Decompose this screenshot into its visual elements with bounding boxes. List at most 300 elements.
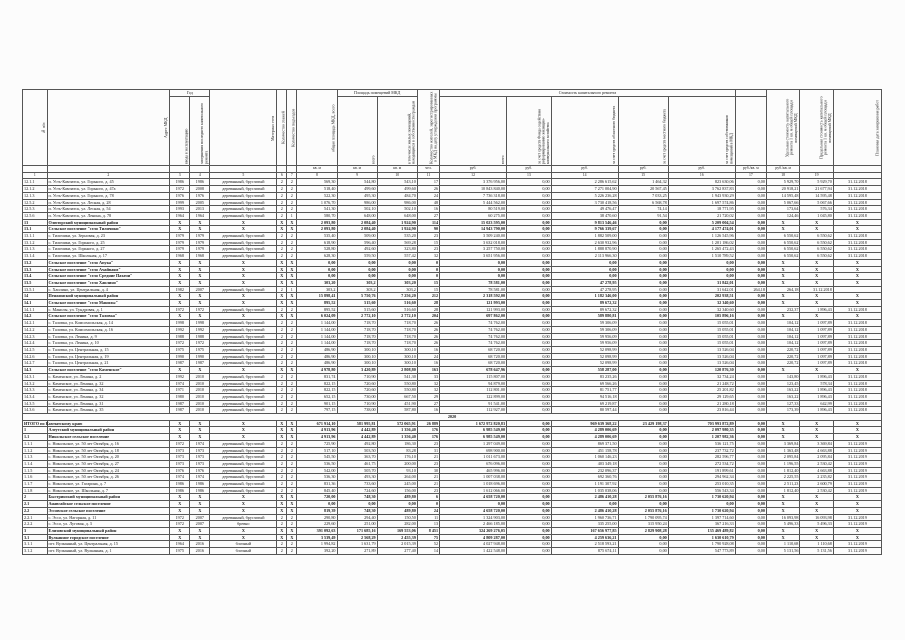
value-cell: 697 862,00 bbox=[440, 313, 507, 320]
value-cell: 16 bbox=[417, 407, 439, 414]
value-cell: 31.12.2018 bbox=[833, 407, 881, 414]
value-cell: деревянный, брусчатый bbox=[210, 192, 277, 199]
value-cell: X bbox=[833, 300, 881, 307]
value-cell: 2 055 876,16 bbox=[618, 494, 668, 501]
value-cell: 0,00 bbox=[377, 259, 417, 266]
value-cell: 2010 bbox=[190, 373, 210, 380]
value-cell: 0,00 bbox=[735, 420, 766, 427]
value-cell: 0,00 bbox=[668, 266, 735, 273]
address-cell: Эссовское сельское поселение bbox=[47, 507, 170, 514]
value-cell: 667,50 bbox=[377, 393, 417, 400]
value-cell: 83 235,26 bbox=[551, 373, 618, 380]
row-number: 14.2.2 bbox=[23, 326, 48, 333]
column-numbers-row bbox=[23, 172, 882, 179]
value-cell: 0,00 bbox=[735, 474, 766, 481]
value-cell: 21 bbox=[417, 474, 439, 481]
value-cell: 465 996,00 bbox=[440, 467, 507, 474]
value-cell: 4 658 720,00 bbox=[440, 507, 507, 514]
value-cell: 6 550,62 bbox=[766, 246, 799, 253]
value-cell: X bbox=[833, 273, 881, 280]
unit-cell: кв. м bbox=[377, 166, 417, 173]
value-cell: 212 bbox=[417, 293, 439, 300]
value-cell: 0,00 bbox=[297, 266, 337, 273]
address-cell: с. Таловка, ул. Центральная, д. 19 bbox=[47, 353, 170, 360]
value-cell: 1 612 066,00 bbox=[440, 487, 507, 494]
value-cell: 1 196,55 bbox=[766, 460, 799, 467]
value-cell: блочный bbox=[210, 548, 277, 555]
value-cell: 3 762 837,83 bbox=[668, 186, 735, 193]
value-cell: 1 896,43 bbox=[800, 373, 833, 380]
value-cell: 143,80 bbox=[766, 373, 799, 380]
address-cell: с. Никольское, ул. Школьная, д. 7 bbox=[47, 487, 170, 494]
table-row bbox=[23, 333, 882, 340]
value-cell: 0,00 bbox=[507, 239, 552, 246]
address-cell: п. Усть-Камчатск, ул. Горького, д. 78 bbox=[47, 192, 170, 199]
value-cell: 3 369,84 bbox=[800, 440, 833, 447]
value-cell: 60 275,00 bbox=[440, 212, 507, 219]
unit-cell bbox=[23, 166, 48, 173]
value-cell: деревянный, брусчатый bbox=[210, 514, 277, 521]
row-number: 12.5.6 bbox=[23, 212, 48, 219]
value-cell: 31.12.2018 bbox=[833, 320, 881, 327]
value-cell: 3 651 956,00 bbox=[440, 253, 507, 260]
value-cell: 7 271 004,90 bbox=[551, 186, 618, 193]
table-row bbox=[23, 501, 882, 508]
value-cell: X bbox=[766, 273, 799, 280]
value-cell: X bbox=[833, 293, 881, 300]
value-cell: 1 097,89 bbox=[800, 346, 833, 353]
value-cell: 1974 bbox=[190, 474, 210, 481]
value-cell: 93,10 bbox=[377, 467, 417, 474]
value-cell: 0,00 bbox=[618, 320, 668, 327]
value-cell: X bbox=[170, 507, 190, 514]
value-cell: 367 216,33 bbox=[668, 521, 735, 528]
value-cell: 1 bbox=[287, 212, 297, 219]
value-cell: 1 097,89 bbox=[800, 326, 833, 333]
value-cell: 32 bbox=[417, 253, 439, 260]
value-cell: 2 bbox=[277, 340, 287, 347]
value-cell: 0,00 bbox=[377, 266, 417, 273]
value-cell: 0,00 bbox=[618, 286, 668, 293]
value-cell: 104,12 bbox=[766, 320, 799, 327]
value-cell: 2010 bbox=[190, 400, 210, 407]
row-number: 13.1.4 bbox=[23, 253, 48, 260]
value-cell: 176 bbox=[417, 427, 439, 434]
value-cell: X bbox=[833, 507, 881, 514]
value-cell: 49 476,47 bbox=[551, 206, 618, 213]
value-cell: 15 898,41 bbox=[297, 293, 337, 300]
value-cell: 14 943 790,00 bbox=[440, 226, 507, 233]
value-cell: 1986 bbox=[170, 481, 190, 488]
value-cell: X bbox=[800, 279, 833, 286]
value-cell: 0,00 bbox=[551, 273, 618, 280]
value-cell: 23 bbox=[417, 246, 439, 253]
value-cell: 1972 bbox=[190, 306, 210, 313]
value-cell: 0,00 bbox=[735, 373, 766, 380]
row-number: 2.2.2 bbox=[23, 521, 48, 528]
value-cell: 0,00 bbox=[735, 259, 766, 266]
value-cell: X bbox=[833, 219, 881, 226]
table-row bbox=[23, 212, 882, 219]
value-cell: X bbox=[190, 367, 210, 374]
row-number: 12.5.2 bbox=[23, 199, 48, 206]
value-cell: 0,00 bbox=[440, 266, 507, 273]
value-cell: 0 bbox=[417, 273, 439, 280]
col-header: общая площадь МКД, всего bbox=[297, 90, 337, 166]
value-cell: 23 bbox=[417, 233, 439, 240]
value-cell: 2 bbox=[287, 340, 297, 347]
column-number-cell: 6 bbox=[277, 172, 287, 179]
row-number: 1.1 bbox=[23, 434, 48, 441]
value-cell: 232 096,37 bbox=[551, 467, 618, 474]
address-cell: пгт. Вулканный, ул. Центральная, д. 15 bbox=[47, 541, 170, 548]
value-cell: 0,00 bbox=[507, 541, 552, 548]
value-cell: 2 015,39 bbox=[377, 541, 417, 548]
value-cell: 522,30 bbox=[297, 192, 337, 199]
value-cell: X bbox=[833, 266, 881, 273]
value-cell: 0,00 bbox=[507, 179, 552, 186]
value-cell: 31.12.2018 bbox=[833, 393, 881, 400]
value-cell: 1972 bbox=[170, 440, 190, 447]
value-cell: 1972 bbox=[170, 340, 190, 347]
value-cell: 1993 bbox=[170, 206, 190, 213]
row-number: 13 bbox=[23, 219, 48, 226]
value-cell: 59 956,09 bbox=[551, 340, 618, 347]
value-cell: 576,34 bbox=[800, 206, 833, 213]
value-cell: 0,00 bbox=[735, 481, 766, 488]
value-cell: X bbox=[190, 259, 210, 266]
value-cell: 0,00 bbox=[507, 501, 552, 508]
value-cell: 31.12.2018 bbox=[833, 373, 881, 380]
value-cell: 648,00 bbox=[337, 212, 377, 219]
value-cell: 0,00 bbox=[507, 521, 552, 528]
value-cell: 191 899,61 bbox=[668, 467, 735, 474]
value-cell: 16 bbox=[417, 346, 439, 353]
value-cell: 0,00 bbox=[618, 427, 668, 434]
address-cell: с. Никольское, ул. 50 лет Октября, д. 26 bbox=[47, 474, 170, 481]
row-number: 1.1.7 bbox=[23, 481, 48, 488]
value-cell: 875 674,11 bbox=[551, 548, 618, 555]
value-cell: 4 442,89 bbox=[337, 434, 377, 441]
value-cell: 5 209 004,54 bbox=[668, 219, 735, 226]
value-cell: 0,00 bbox=[618, 454, 668, 461]
value-cell: деревянный, брусчатый bbox=[210, 400, 277, 407]
value-cell: 6 550,62 bbox=[766, 233, 799, 240]
value-cell: 290,80 bbox=[297, 514, 337, 521]
value-cell: 31 bbox=[417, 447, 439, 454]
table-row bbox=[23, 326, 882, 333]
address-cell: Елизовский муниципальный район bbox=[47, 527, 170, 534]
value-cell: 1968 bbox=[190, 253, 210, 260]
value-cell: деревянный, брусчатый bbox=[210, 387, 277, 394]
value-cell: 535,20 bbox=[377, 233, 417, 240]
value-cell: 2 bbox=[287, 481, 297, 488]
address-cell: с. Каменское, ул. Ленина, д. 34 bbox=[47, 387, 170, 394]
address-cell: с. Тиличики, ул. Горького, д. 27 bbox=[47, 246, 170, 253]
value-cell: 80 519,00 bbox=[440, 206, 507, 213]
value-cell: 2010 bbox=[190, 407, 210, 414]
value-cell: деревянный, брусчатый bbox=[210, 286, 277, 293]
value-cell: 78 581,00 bbox=[440, 286, 507, 293]
value-cell: 0,00 bbox=[618, 353, 668, 360]
value-cell: 5 750,76 bbox=[337, 293, 377, 300]
value-cell: 0,00 bbox=[735, 353, 766, 360]
address-cell: п. Усть-Камчатск, ул. Лесная, д. 54 bbox=[47, 206, 170, 213]
value-cell: 31.12.2019 bbox=[833, 521, 881, 528]
address-cell: Никольское сельское поселение bbox=[47, 434, 170, 441]
value-cell: 0,00 bbox=[440, 259, 507, 266]
value-cell: 2007 bbox=[190, 286, 210, 293]
value-cell: X bbox=[170, 273, 190, 280]
value-cell: 13 526,04 bbox=[668, 346, 735, 353]
value-cell: 2 bbox=[277, 454, 287, 461]
value-cell: 0,00 bbox=[735, 279, 766, 286]
value-cell: 557,42 bbox=[377, 253, 417, 260]
value-cell: 895,52 bbox=[297, 300, 337, 307]
address-cell: с. Никольское, ул. 50 лет Октября, д. 18 bbox=[47, 447, 170, 454]
value-cell: 2 bbox=[287, 467, 297, 474]
value-cell: X bbox=[766, 219, 799, 226]
value-cell: 0,00 bbox=[618, 440, 668, 447]
value-cell: 31.12.2019 bbox=[833, 454, 881, 461]
value-cell: 1988 bbox=[190, 333, 210, 340]
value-cell: 587,80 bbox=[377, 407, 417, 414]
value-cell: 173,64 bbox=[766, 206, 799, 213]
value-cell: 489,80 bbox=[377, 507, 417, 514]
value-cell: 718,70 bbox=[337, 340, 377, 347]
value-cell: 0,00 bbox=[507, 219, 552, 226]
value-cell: 1 097,89 bbox=[800, 320, 833, 327]
value-cell: X bbox=[210, 420, 277, 427]
value-cell: 2 600,79 bbox=[800, 481, 833, 488]
value-cell: X bbox=[833, 534, 881, 541]
value-cell: 1972 bbox=[190, 340, 210, 347]
value-cell: 0,00 bbox=[618, 501, 668, 508]
value-cell: 2010 bbox=[190, 393, 210, 400]
value-cell: 83,28 bbox=[377, 447, 417, 454]
value-cell: 0,00 bbox=[507, 454, 552, 461]
unit-cell: руб./кв. м bbox=[766, 166, 799, 173]
value-cell: X bbox=[833, 494, 881, 501]
value-cell: 5 131,56 bbox=[800, 548, 833, 555]
value-cell: 0,00 bbox=[507, 387, 552, 394]
value-cell: 2 055 876,16 bbox=[618, 507, 668, 514]
value-cell: 303,2 bbox=[377, 286, 417, 293]
value-cell bbox=[833, 286, 881, 293]
value-cell: X bbox=[277, 266, 287, 273]
value-cell: X bbox=[210, 279, 277, 286]
value-cell: 710,90 bbox=[337, 400, 377, 407]
row-number: 1.1.1 bbox=[23, 440, 48, 447]
value-cell: 229,60 bbox=[297, 521, 337, 528]
value-cell: 112 801,00 bbox=[440, 387, 507, 394]
value-cell: 0 bbox=[417, 501, 439, 508]
value-cell: X bbox=[287, 293, 297, 300]
value-cell: 2 829 908,28 bbox=[618, 527, 668, 534]
value-cell: 4 027 948,00 bbox=[440, 541, 507, 548]
value-cell: 15 bbox=[417, 239, 439, 246]
value-cell: 5 226 236,28 bbox=[551, 192, 618, 199]
value-cell: 0,00 bbox=[551, 501, 618, 508]
address-cell: с. Таловка, ул. Ленина, д. 9 bbox=[47, 333, 170, 340]
value-cell: 1 790 095,74 bbox=[618, 514, 668, 521]
value-cell: 0,00 bbox=[618, 306, 668, 313]
value-cell: 505,70 bbox=[337, 467, 377, 474]
value-cell: 2 bbox=[287, 253, 297, 260]
value-cell: 74 762,00 bbox=[440, 340, 507, 347]
value-cell: 31.12.2018 bbox=[833, 253, 881, 260]
value-cell: 1979 bbox=[170, 239, 190, 246]
value-cell: 1 007 038,00 bbox=[440, 474, 507, 481]
value-cell: 23 bbox=[417, 487, 439, 494]
row-number: 1.1.6 bbox=[23, 474, 48, 481]
value-cell: X bbox=[190, 507, 210, 514]
value-cell: 503,50 bbox=[337, 447, 377, 454]
value-cell: 0,00 bbox=[618, 239, 668, 246]
value-cell: X bbox=[170, 420, 190, 427]
value-cell: X bbox=[210, 273, 277, 280]
value-cell: 300,10 bbox=[337, 353, 377, 360]
value-cell: 502,10 bbox=[377, 206, 417, 213]
value-cell: 204 bbox=[417, 313, 439, 320]
value-cell: 300,10 bbox=[337, 360, 377, 367]
value-cell: 315 950,24 bbox=[618, 521, 668, 528]
value-cell: 730,00 bbox=[337, 393, 377, 400]
value-cell: 1 994,82 bbox=[297, 541, 337, 548]
value-cell: 1986 bbox=[170, 179, 190, 186]
value-cell: 31.12.2018 bbox=[833, 186, 881, 193]
value-cell: X bbox=[277, 507, 287, 514]
value-cell: 1 110,68 bbox=[766, 541, 799, 548]
value-cell: 150,50 bbox=[377, 514, 417, 521]
value-cell: 112 927,00 bbox=[440, 407, 507, 414]
value-cell: 0,00 bbox=[735, 501, 766, 508]
value-cell: 2 097 980,35 bbox=[668, 427, 735, 434]
value-cell: 1998 bbox=[170, 320, 190, 327]
value-cell: 4 809 287,00 bbox=[440, 534, 507, 541]
address-cell: с. Эссо, ул. Нагорная, д. 11 bbox=[47, 514, 170, 521]
value-cell: 91 541,00 bbox=[440, 400, 507, 407]
value-cell: 0,00 bbox=[297, 501, 337, 508]
value-cell: деревянный, брусчатый bbox=[210, 212, 277, 219]
value-cell: 282 596,77 bbox=[668, 454, 735, 461]
value-cell: 6 985 549,00 bbox=[440, 434, 507, 441]
value-cell: 0,00 bbox=[507, 266, 552, 273]
value-cell: X bbox=[287, 507, 297, 514]
value-cell: 74,14 bbox=[618, 206, 668, 213]
value-cell: 0,00 bbox=[735, 407, 766, 414]
column-number-cell: 11 bbox=[417, 172, 439, 179]
value-cell: 822,15 bbox=[297, 387, 337, 394]
table-row bbox=[23, 487, 882, 494]
value-cell: 31.12.2018 bbox=[833, 199, 881, 206]
value-cell: 2 bbox=[277, 179, 287, 186]
value-cell: 2 bbox=[287, 186, 297, 193]
value-cell: 4 442,89 bbox=[337, 427, 377, 434]
value-cell: 59 306,09 bbox=[551, 320, 618, 327]
value-cell: 710,90 bbox=[337, 373, 377, 380]
value-cell: 2 bbox=[287, 460, 297, 467]
value-cell: 489,80 bbox=[377, 494, 417, 501]
value-cell: 698 900,00 bbox=[440, 447, 507, 454]
value-cell: 264,18 bbox=[766, 286, 799, 293]
value-cell: 2007 bbox=[190, 521, 210, 528]
value-cell: 31.12.2019 bbox=[833, 541, 881, 548]
value-cell: 515,60 bbox=[337, 306, 377, 313]
value-cell: X bbox=[170, 279, 190, 286]
table-row bbox=[23, 527, 882, 534]
value-cell: 580,70 bbox=[297, 212, 337, 219]
value-cell: 718,70 bbox=[377, 326, 417, 333]
value-cell: 1987 bbox=[190, 360, 210, 367]
value-cell: 91,54 bbox=[618, 212, 668, 219]
value-cell: 0,00 bbox=[337, 259, 377, 266]
value-cell: X bbox=[210, 434, 277, 441]
value-cell: X bbox=[277, 534, 287, 541]
value-cell: 282,00 bbox=[377, 521, 417, 528]
value-cell: 1 924,90 bbox=[377, 226, 417, 233]
address-cell: с. Таловка, ул. Комсомольская, д. 14 bbox=[47, 320, 170, 327]
col-header: Количество подъездов bbox=[287, 90, 297, 166]
value-cell: 0,00 bbox=[507, 233, 552, 240]
value-cell: X bbox=[287, 367, 297, 374]
value-cell: 31.12.2018 bbox=[833, 206, 881, 213]
value-cell: 1973 bbox=[170, 454, 190, 461]
value-cell: X bbox=[170, 266, 190, 273]
value-cell: 2 bbox=[287, 521, 297, 528]
address-cell: с. Каменское, ул. Ленина, д. 31 bbox=[47, 400, 170, 407]
column-number-cell: 8 bbox=[297, 172, 337, 179]
value-cell: 0,00 bbox=[735, 514, 766, 521]
col-header: за счет средств местного бюджета bbox=[618, 97, 668, 166]
value-cell: 171 685,16 bbox=[337, 527, 377, 534]
value-cell: 303,20 bbox=[377, 279, 417, 286]
value-cell: 2 bbox=[287, 447, 297, 454]
value-cell: деревянный, брусчатый bbox=[210, 353, 277, 360]
value-cell: 0,00 bbox=[618, 233, 668, 240]
value-cell: X bbox=[766, 527, 799, 534]
value-cell: 0,00 bbox=[735, 192, 766, 199]
value-cell: 2008 bbox=[190, 186, 210, 193]
value-cell: X bbox=[170, 313, 190, 320]
col-group-header: Стоимость капитального ремонта bbox=[440, 90, 736, 97]
value-cell: 822,15 bbox=[297, 380, 337, 387]
value-cell: 0,00 bbox=[668, 501, 735, 508]
value-cell: X bbox=[277, 259, 287, 266]
value-cell: 2 530,42 bbox=[800, 460, 833, 467]
row-number: 13.5.1 bbox=[23, 286, 48, 293]
address-cell: с. Тиличики, ул. Школьная, д. 17 bbox=[47, 253, 170, 260]
value-cell: 0,00 bbox=[507, 434, 552, 441]
value-cell: 3 376 956,00 bbox=[440, 179, 507, 186]
value-cell: 0,00 bbox=[618, 467, 668, 474]
value-cell: 2 bbox=[287, 393, 297, 400]
row-number: 14.3.1 bbox=[23, 373, 48, 380]
value-cell: 9 766 339,67 bbox=[551, 226, 618, 233]
value-cell: 1 110,68 bbox=[800, 541, 833, 548]
value-cell: 0,00 bbox=[668, 273, 735, 280]
value-cell: 1 631,79 bbox=[337, 541, 377, 548]
value-cell: 543,10 bbox=[377, 179, 417, 186]
value-cell: 1972 bbox=[170, 514, 190, 521]
value-cell: 31.12.2019 bbox=[833, 481, 881, 488]
value-cell: 7 736 318,00 bbox=[440, 192, 507, 199]
table-row bbox=[23, 494, 882, 501]
row-number: 13.4 bbox=[23, 273, 48, 280]
value-cell: 0,00 bbox=[735, 219, 766, 226]
value-cell: 718,70 bbox=[337, 320, 377, 327]
value-cell: X bbox=[210, 534, 277, 541]
